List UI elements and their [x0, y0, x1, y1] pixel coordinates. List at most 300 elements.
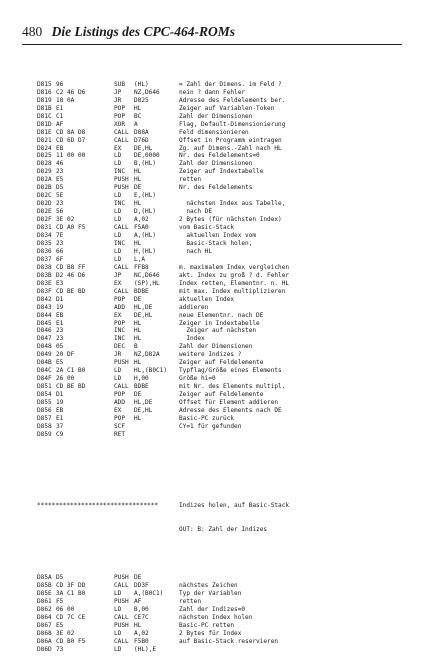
address: D82C: [37, 192, 52, 200]
operand: B,00: [134, 605, 149, 613]
mnemonic: EX: [114, 406, 122, 414]
mnemonic: CALL: [114, 637, 129, 645]
mnemonic: EX: [114, 311, 122, 319]
hex-bytes: 73: [56, 645, 64, 653]
operand: HL: [134, 621, 142, 629]
mnemonic: POP: [114, 104, 126, 112]
blank-line: [37, 479, 407, 487]
operand: DE: [134, 391, 142, 399]
code-line: [37, 137, 407, 145]
address: D829: [37, 168, 52, 176]
code-line: [37, 359, 407, 367]
operand: F5A0: [134, 224, 149, 232]
comment: Feld dimensionieren: [179, 128, 249, 136]
address: D846: [37, 327, 52, 335]
comment: nächstes Zeichen: [179, 581, 238, 589]
code-line: [37, 264, 407, 272]
code-line: [37, 407, 407, 415]
hex-bytes: E5: [56, 621, 64, 629]
address: D82D: [37, 200, 52, 208]
operand: HL: [134, 414, 142, 422]
hex-bytes: 2A C1 B0: [56, 367, 86, 375]
hex-bytes: D1: [56, 391, 64, 399]
section-banner-out: [37, 526, 407, 534]
operand: DE: [134, 295, 142, 303]
address: D81E: [37, 128, 52, 136]
comment: Zeiger auf nächsten: [179, 327, 257, 335]
operand: A,02: [134, 629, 149, 637]
operand: D76D: [134, 136, 149, 144]
comment: neue Elementnr. nach DE: [179, 311, 264, 319]
code-line: [37, 296, 407, 304]
mnemonic: PUSH: [114, 359, 129, 367]
operand: B,(HL): [134, 160, 157, 168]
comment: m. maximalem Index vergleichen: [179, 263, 290, 271]
address: D85A: [37, 574, 52, 581]
hex-bytes: CD 8A D8: [56, 128, 86, 136]
mnemonic: DEC: [114, 343, 126, 351]
address: D848: [37, 343, 52, 351]
hex-bytes: CD A0 F5: [56, 224, 86, 232]
operand: HL: [134, 168, 142, 176]
operand: (HL),E: [134, 645, 157, 653]
address: D844: [37, 311, 52, 319]
hex-bytes: 3E 02: [56, 629, 75, 637]
hex-bytes: 05: [56, 343, 64, 351]
hex-bytes: 3A C1 B0: [56, 589, 86, 597]
hex-bytes: E1: [56, 104, 64, 112]
comment: Adresse des Feldelements ber.: [179, 96, 286, 104]
section-banner: [37, 502, 407, 510]
assembly-listing: [37, 65, 407, 661]
address: D81B: [37, 104, 52, 112]
code-line: [37, 630, 407, 638]
mnemonic: LD: [114, 645, 122, 653]
operand: DE,HL: [134, 311, 153, 319]
address: D835: [37, 239, 52, 247]
hex-bytes: 20 DF: [56, 351, 75, 359]
comment: Basic-PC retten: [179, 621, 235, 629]
code-line: [37, 113, 407, 121]
comment: Zeiger in Indextabelle: [179, 319, 260, 327]
operand: DE,HL: [134, 406, 153, 414]
mnemonic: POP: [114, 112, 126, 120]
hex-bytes: 19: [56, 399, 64, 407]
operand: H,00: [134, 375, 149, 383]
comment: Zg. auf Dimens.-Zahl nach HL: [179, 144, 282, 152]
operand: HL,DE: [134, 303, 153, 311]
code-line: [37, 614, 407, 622]
mnemonic: INC: [114, 168, 126, 176]
hex-bytes: 23: [56, 335, 64, 343]
code-line: [37, 121, 407, 129]
code-line: [37, 105, 407, 113]
code-line: [37, 391, 407, 399]
operand: HL,DE: [134, 399, 153, 407]
address: D828: [37, 160, 52, 168]
banner-title: Indizes holen, auf Basic-Stack: [179, 502, 290, 510]
hex-bytes: E1: [56, 414, 64, 422]
operand: NC,D646: [134, 271, 160, 279]
hex-bytes: 46: [56, 160, 64, 168]
operand: NZ,D646: [134, 88, 160, 96]
address: D861: [37, 597, 52, 605]
comment: = Zahl der Dimens. im Feld ?: [179, 80, 282, 88]
operand: HL: [134, 104, 142, 112]
mnemonic: LD: [114, 216, 122, 224]
hex-bytes: CD BE BD: [56, 383, 86, 391]
comment: aktuellen Index: [179, 295, 235, 303]
code-line: [37, 367, 407, 375]
mnemonic: PUSH: [114, 574, 129, 581]
hex-bytes: E5: [56, 176, 64, 184]
comment: Zeiger auf Indextabelle: [179, 168, 264, 176]
comment: vom Basic-Stack: [179, 224, 235, 232]
operand: HL: [134, 335, 142, 343]
operand: E,(HL): [134, 192, 157, 200]
mnemonic: CALL: [114, 224, 129, 232]
mnemonic: INC: [114, 200, 126, 208]
operand: DD3F: [134, 581, 149, 589]
operand: HL: [134, 239, 142, 247]
mnemonic: EX: [114, 144, 122, 152]
mnemonic: LD: [114, 232, 122, 240]
mnemonic: JP: [114, 271, 122, 279]
address: D858: [37, 422, 52, 430]
code-line: [37, 160, 407, 168]
operand: DE,0000: [134, 152, 160, 160]
address: D849: [37, 351, 52, 359]
hex-bytes: 26 00: [56, 375, 75, 383]
header-rule: [22, 44, 402, 45]
address: D845: [37, 319, 52, 327]
code-line: [37, 431, 407, 439]
banner-out: OUT: B: Zahl der Indizes: [179, 526, 268, 534]
address: D84F: [37, 375, 52, 383]
code-line: [37, 638, 407, 646]
address: D851: [37, 383, 52, 391]
page-title: Die Listings des CPC-464-ROMs: [51, 24, 236, 39]
code-line: [37, 280, 407, 288]
address: D86A: [37, 637, 52, 645]
hex-bytes: CD 6D D7: [56, 136, 86, 144]
mnemonic: CALL: [114, 613, 129, 621]
address: D856: [37, 406, 52, 414]
mnemonic: SUB: [114, 80, 126, 88]
address: D85B: [37, 581, 52, 589]
comment: nach HL: [179, 247, 213, 255]
address: D855: [37, 399, 52, 407]
address: D843: [37, 303, 52, 311]
mnemonic: LD: [114, 208, 122, 216]
blank-line: [37, 455, 407, 463]
operand: DE: [134, 184, 142, 192]
hex-bytes: 19: [56, 303, 64, 311]
address: D86D: [37, 645, 52, 653]
operand: F5B0: [134, 637, 149, 645]
mnemonic: JP: [114, 88, 122, 96]
operand: HL: [134, 319, 142, 327]
operand: (HL): [134, 80, 149, 88]
comment: nein ? dann Fehler: [179, 88, 246, 96]
comment: Zeiger auf Feldelemente: [179, 391, 264, 399]
code-line: [37, 582, 407, 590]
address: D82B: [37, 184, 52, 192]
code-line: [37, 232, 407, 240]
hex-bytes: F5: [56, 597, 64, 605]
mnemonic: PUSH: [114, 621, 129, 629]
mnemonic: CALL: [114, 581, 129, 589]
mnemonic: LD: [114, 152, 122, 160]
page-number: 480: [22, 24, 43, 39]
mnemonic: LD: [114, 247, 122, 255]
code-line: [37, 224, 407, 232]
address: D857: [37, 414, 52, 422]
address: D854: [37, 391, 52, 399]
hex-bytes: 66: [56, 247, 64, 255]
mnemonic: LD: [114, 629, 122, 637]
hex-bytes: 23: [56, 327, 64, 335]
operand: NZ,D82A: [134, 351, 160, 359]
hex-bytes: C1: [56, 112, 64, 120]
hex-bytes: 96: [56, 80, 64, 88]
operand: CE7C: [134, 613, 149, 621]
comment: Basic-PC zurück: [179, 414, 235, 422]
hex-bytes: 23: [56, 239, 64, 247]
hex-bytes: CD 3F DD: [56, 581, 86, 589]
operand: A,02: [134, 216, 149, 224]
code-line: [37, 312, 407, 320]
code-line: [37, 176, 407, 184]
mnemonic: CALL: [114, 128, 129, 136]
operand: B: [134, 343, 138, 351]
address: D834: [37, 232, 52, 240]
mnemonic: LD: [114, 255, 122, 263]
comment: nach DE: [179, 208, 213, 216]
mnemonic: SCF: [114, 422, 126, 430]
hex-bytes: D1: [56, 295, 64, 303]
comment: Zahl der Dimensionen: [179, 112, 253, 120]
comment: 2 Bytes (für nächsten Index): [179, 216, 282, 224]
address: D862: [37, 605, 52, 613]
hex-bytes: 56: [56, 208, 64, 216]
mnemonic: INC: [114, 335, 126, 343]
hex-bytes: 18 0A: [56, 96, 75, 104]
code-line: [37, 574, 407, 582]
mnemonic: XOR: [114, 120, 126, 128]
comment: Typflag/Größe eines Elements: [179, 367, 282, 375]
comment: Zahl der Dimensionen: [179, 160, 253, 168]
hex-bytes: CD 7C CE: [56, 613, 86, 621]
address: D821: [37, 136, 52, 144]
blank-line: [37, 550, 407, 558]
code-line: [37, 375, 407, 383]
comment: Adresse des Elements nach DE: [179, 406, 282, 414]
address: D85E: [37, 589, 52, 597]
hex-bytes: D5: [56, 574, 64, 581]
operand: BDBE: [134, 287, 149, 295]
mnemonic: LD: [114, 605, 122, 613]
comment: mit Nr. des Elements multipl.: [179, 383, 286, 391]
hex-bytes: EB: [56, 406, 64, 414]
code-line: [37, 288, 407, 296]
address: D837: [37, 255, 52, 263]
comment: Index retten, Elementnr. n. HL: [179, 279, 290, 287]
hex-bytes: CD B0 F5: [56, 637, 86, 645]
address: D847: [37, 335, 52, 343]
banner-stars: *********************************: [37, 502, 159, 510]
mnemonic: PUSH: [114, 184, 129, 192]
code-line: [37, 248, 407, 256]
hex-bytes: EB: [56, 144, 64, 152]
address: D836: [37, 247, 52, 255]
code-line: [37, 200, 407, 208]
code-line: [37, 335, 407, 343]
comment: Nr. des Feldelements: [179, 184, 253, 192]
hex-bytes: 23: [56, 200, 64, 208]
hex-bytes: 06 00: [56, 605, 75, 613]
mnemonic: CALL: [114, 263, 129, 271]
hex-bytes: CD B8 FF: [56, 263, 86, 271]
code-line: [37, 216, 407, 224]
mnemonic: POP: [114, 414, 126, 422]
code-line: [37, 622, 407, 630]
operand: D88A: [134, 128, 149, 136]
address: D82F: [37, 216, 52, 224]
code-line: [37, 304, 407, 312]
comment: Größe hi=0: [179, 375, 216, 383]
hex-bytes: C2 46 D6: [56, 88, 86, 96]
mnemonic: ADD: [114, 399, 126, 407]
comment: Zahl der Dimensionen: [179, 343, 253, 351]
code-line: [37, 240, 407, 248]
comment: Nr. des Feldelements=0: [179, 152, 260, 160]
code-line: [37, 168, 407, 176]
address: D82E: [37, 208, 52, 216]
mnemonic: JR: [114, 351, 122, 359]
operand: BDBE: [134, 383, 149, 391]
code-line: [37, 606, 407, 614]
hex-bytes: CD BE BD: [56, 287, 86, 295]
operand: D825: [134, 96, 149, 104]
address: D831: [37, 224, 52, 232]
code-line: [37, 320, 407, 328]
hex-bytes: D5: [56, 184, 64, 192]
operand: DE: [134, 574, 142, 581]
comment: retten: [179, 176, 202, 184]
code-line: [37, 272, 407, 280]
code-line: [37, 646, 407, 654]
mnemonic: CALL: [114, 287, 129, 295]
code-line: [37, 256, 407, 264]
comment: CY=1 für gefunden: [179, 422, 242, 430]
mnemonic: PUSH: [114, 597, 129, 605]
mnemonic: JR: [114, 96, 122, 104]
operand: HL: [134, 176, 142, 184]
address: D842: [37, 295, 52, 303]
hex-bytes: 3E 02: [56, 216, 75, 224]
comment: nächsten Index holen: [179, 613, 253, 621]
mnemonic: LD: [114, 367, 122, 375]
code-line: [37, 327, 407, 335]
code-line: [37, 89, 407, 97]
operand: AF: [134, 597, 142, 605]
hex-bytes: 23: [56, 168, 64, 176]
comment: weitere Indizes ?: [179, 351, 242, 359]
code-line: [37, 81, 407, 89]
operand: A: [134, 120, 138, 128]
address: D81D: [37, 120, 52, 128]
operand: HL: [134, 200, 142, 208]
operand: A,(B0C1): [134, 589, 164, 597]
code-line: [37, 351, 407, 359]
code-line: [37, 97, 407, 105]
comment: Basic-Stack holen,: [179, 239, 253, 247]
operand: FFB8: [134, 263, 149, 271]
code-line: [37, 423, 407, 431]
code-line: [37, 145, 407, 153]
code-line: [37, 383, 407, 391]
address: D825: [37, 152, 52, 160]
code-line: [37, 152, 407, 160]
address: D867: [37, 621, 52, 629]
code-line: [37, 129, 407, 137]
mnemonic: ADD: [114, 303, 126, 311]
operand: BC: [134, 112, 142, 120]
code-line: [37, 399, 407, 407]
code-line: [37, 590, 407, 598]
mnemonic: INC: [114, 239, 126, 247]
code-line: [37, 208, 407, 216]
operand: HL: [134, 327, 142, 335]
hex-bytes: 5E: [56, 192, 64, 200]
address: D83F: [37, 287, 52, 295]
mnemonic: CALL: [114, 383, 129, 391]
mnemonic: LD: [114, 192, 122, 200]
comment: 2 Bytes für Index: [179, 629, 242, 637]
operand: L,A: [134, 255, 146, 263]
address: D81C: [37, 112, 52, 120]
operand: D,(HL): [134, 208, 157, 216]
page-header: [22, 24, 402, 40]
hex-bytes: 6F: [56, 255, 64, 263]
address: D82A: [37, 176, 52, 184]
hex-bytes: AF: [56, 120, 64, 128]
mnemonic: LD: [114, 160, 122, 168]
comment: addieren: [179, 303, 209, 311]
comment: Zeiger auf Feldelemente: [179, 359, 264, 367]
operand: HL: [134, 359, 142, 367]
hex-bytes: 11 00 00: [56, 152, 86, 160]
operand: DE,HL: [134, 144, 153, 152]
hex-bytes: E5: [56, 359, 64, 367]
mnemonic: INC: [114, 327, 126, 335]
listing-section-1: [37, 81, 407, 439]
address: D83B: [37, 271, 52, 279]
mnemonic: POP: [114, 319, 126, 327]
address: D84B: [37, 359, 52, 367]
mnemonic: PUSH: [114, 176, 129, 184]
address: D84C: [37, 367, 52, 375]
comment: retten: [179, 597, 202, 605]
hex-bytes: E3: [56, 279, 64, 287]
hex-bytes: D2 46 D6: [56, 271, 86, 279]
comment: Flag, Default-Dimensionierung: [179, 120, 286, 128]
comment: Zahl der Indizes=0: [179, 605, 246, 613]
hex-bytes: 7E: [56, 232, 64, 240]
hex-bytes: E1: [56, 319, 64, 327]
address: D83E: [37, 279, 52, 287]
